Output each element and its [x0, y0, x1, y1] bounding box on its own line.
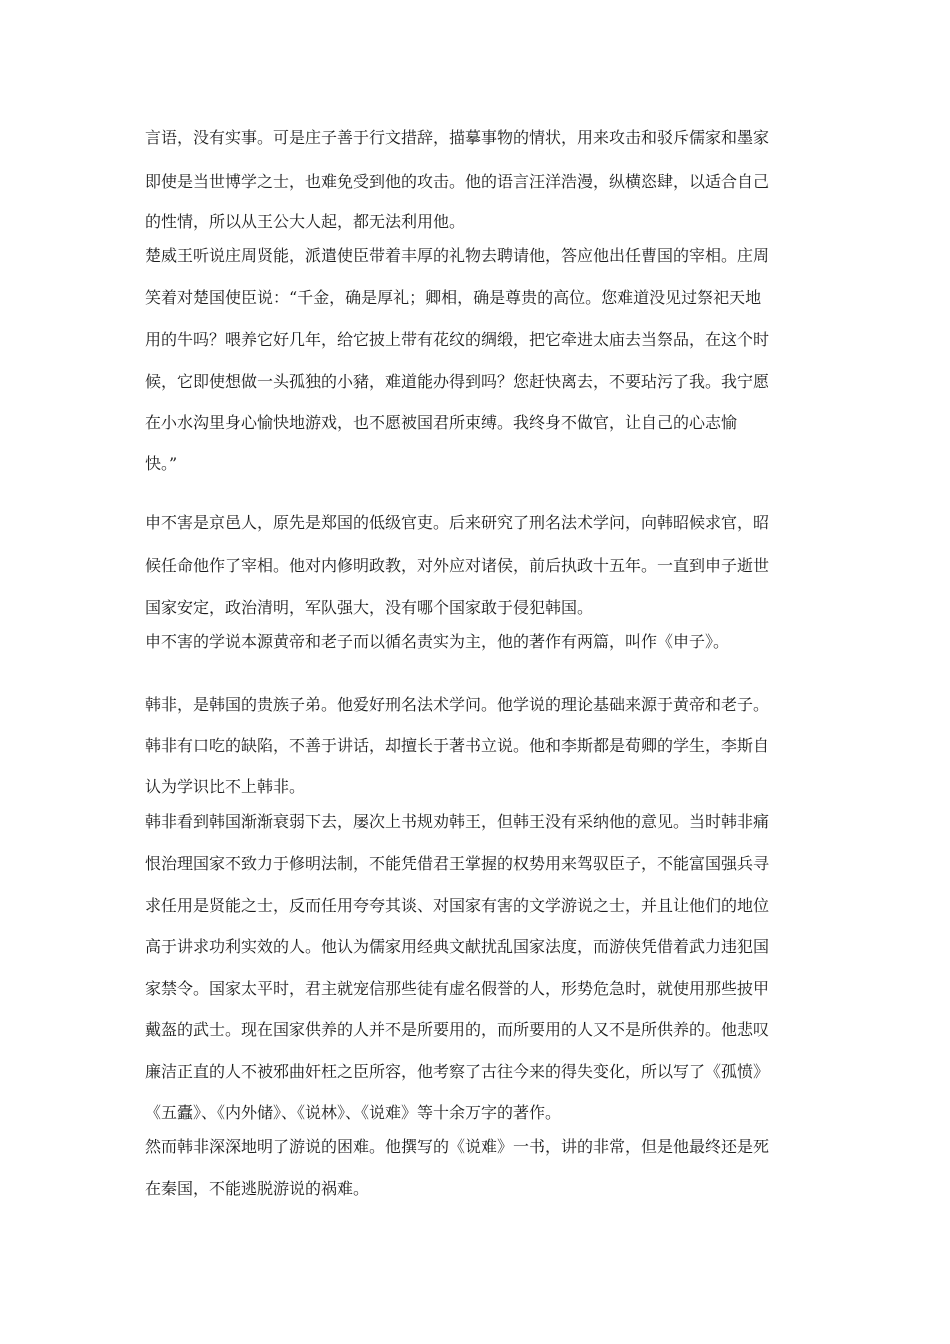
text-line: 楚威王听说庄周贤能，派遣使臣带着丰厚的礼物去聘请他，答应他出任曹国的宰相。庄周 [145, 246, 770, 265]
text-line: 高于讲求功利实效的人。他认为儒家用经典文献扰乱国家法度，而游侠凭借着武力违犯国 [145, 937, 770, 956]
text-line: 认为学识比不上韩非。 [145, 777, 306, 796]
text-line: 言语，没有实事。可是庄子善于行文措辞，描摹事物的情状，用来攻击和驳斥儒家和墨家 [145, 128, 770, 147]
text-line: 用的牛吗？喂养它好几年，给它披上带有花纹的绸缎，把它牵进太庙去当祭品，在这个时 [145, 330, 770, 349]
text-line: 快。” [145, 454, 178, 473]
text-line: 家禁令。国家太平时，君主就宠信那些徒有虚名假誉的人，形势危急时，就使用那些披甲 [145, 979, 770, 998]
text-line: 韩非，是韩国的贵族子弟。他爱好刑名法术学问。他学说的理论基础来源于黄帝和老子。 [145, 695, 770, 714]
text-line: 即使是当世博学之士，也难免受到他的攻击。他的语言汪洋浩漫，纵横恣肆，以适合自己 [145, 172, 770, 191]
text-line: 申不害的学说本源黄帝和老子而以循名责实为主，他的著作有两篇，叫作《申子》。 [145, 632, 730, 651]
text-line: 候任命他作了宰相。他对内修明政教，对外应对诸侯，前后执政十五年。一直到申子逝世 [145, 556, 770, 575]
text-line: 笑着对楚国使臣说：“千金，确是厚礼；卿相，确是尊贵的高位。您难道没见过祭祀天地 [145, 288, 762, 307]
text-line: 候，它即使想做一头孤独的小豬，难道能办得到吗？您赶快离去，不要玷污了我。我宁愿 [145, 372, 770, 391]
text-line: 国家安定，政治清明，军队强大，没有哪个国家敢于侵犯韩国。 [145, 598, 594, 617]
text-line: 《五蠹》、《内外储》、《说林》、《说难》等十余万字的著作。 [145, 1103, 562, 1122]
text-line: 韩非看到韩国渐渐衰弱下去，屡次上书规劝韩王，但韩王没有采纳他的意见。当时韩非痛 [145, 812, 770, 831]
text-line: 求任用是贤能之士，反而任用夸夸其谈、对国家有害的文学游说之士，并且让他们的地位 [145, 896, 770, 915]
text-line: 恨治理国家不致力于修明法制，不能凭借君王掌握的权势用来驾驭臣子，不能富国强兵寻 [145, 854, 770, 873]
text-line: 在小水沟里身心愉快地游戏，也不愿被国君所束缚。我终身不做官，让自己的心志愉 [145, 413, 738, 432]
text-line: 廉洁正直的人不被邪曲奸枉之臣所容，他考察了古往今来的得失变化，所以写了《孤愤》 [145, 1062, 770, 1081]
text-line: 申不害是京邑人，原先是郑国的低级官吏。后来研究了刑名法术学问，向韩昭候求官，昭 [145, 513, 770, 532]
text-line: 戴盔的武士。现在国家供养的人并不是所要用的，而所要用的人又不是所供养的。他悲叹 [145, 1020, 770, 1039]
text-line: 在秦国，不能逃脱游说的祸难。 [145, 1179, 370, 1198]
text-line: 的性情，所以从王公大人起，都无法利用他。 [145, 212, 466, 231]
text-line: 然而韩非深深地明了游说的困难。他撰写的《说难》一书，讲的非常，但是他最终还是死 [145, 1137, 770, 1156]
text-line: 韩非有口吃的缺陷，不善于讲话，却擅长于著书立说。他和李斯都是荀卿的学生，李斯自 [145, 736, 770, 755]
